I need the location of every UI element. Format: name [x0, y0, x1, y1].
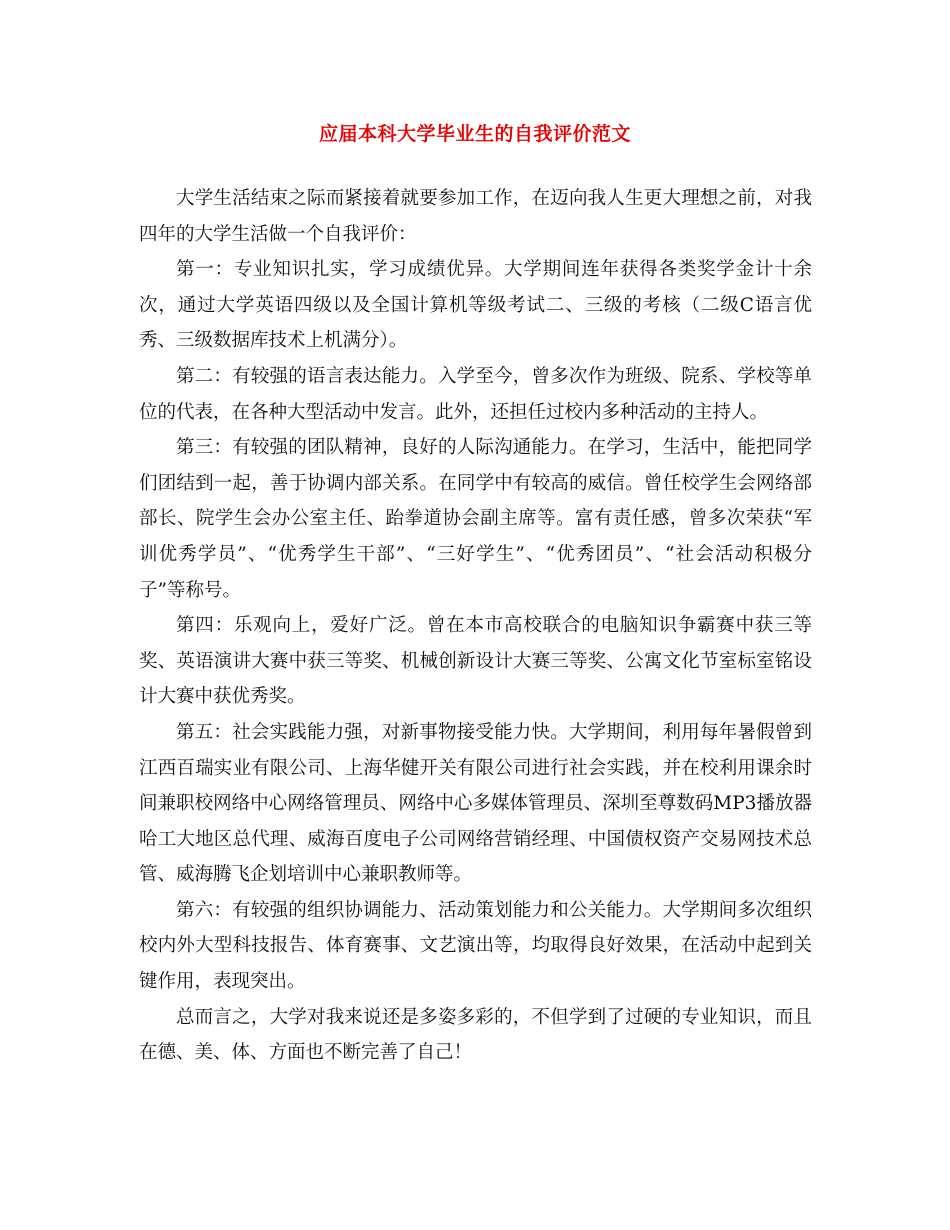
- paragraph-second: 第二：有较强的语言表达能力。入学至今，曾多次作为班级、院系、学校等单位的代表，在各种大型活动中发言。此外，还担任过校内多种活动的主持人。: [139, 365, 812, 423]
- paragraph-intro: 大学生活结束之际而紧接着就要参加工作，在迈向我人生更大理想之前，对我四年的大学生活做一个自我评价：: [139, 188, 812, 245]
- document-body: [139, 181, 812, 1071]
- paragraph-sixth: 第六：有较强的组织协调能力、活动策划能力和公关能力。大学期间多次组织校内外大型科技报告、体育赛事、文艺演出等，均取得良好效果，在活动中起到关键作用，表现突出。: [139, 899, 812, 993]
- paragraph-fourth: 第四：乐观向上，爱好广泛。曾在本市高校联合的电脑知识争霸赛中获三等奖、英语演讲大赛中获三等奖、机械创新设计大赛三等奖、公寓文化节室标室铭设计大赛中获优秀奖。: [139, 615, 812, 708]
- document-title: 应届本科大学毕业生的自我评价范文: [318, 123, 631, 145]
- paragraph-conclusion: 总而言之，大学对我来说还是多姿多彩的，不但学到了过硬的专业知识，而且在德、美、体、方面也不断完善了自己！: [139, 1006, 812, 1064]
- paragraph-first: 第一：专业知识扎实，学习成绩优异。大学期间连年获得各类奖学金计十余次，通过大学英语四级以及全国计算机等级考试二、三级的考核（二级C语言优秀、三级数据库技术上机满分）。: [139, 259, 812, 352]
- paragraph-third: 第三：有较强的团队精神，良好的人际沟通能力。在学习，生活中，能把同学们团结到一起，善于协调内部关系。在同学中有较高的威信。曾任校学生会网络部部长、院学生会办公室主任、跆拳道协会副主席等。富有责任感，曾多次荣获“军训优秀学员”、“优秀学生干部”、“三好学生”、“优秀团员”、“社会活动积极分子”等称号。: [139, 437, 812, 601]
- paragraph-fifth: 第五：社会实践能力强，对新事物接受能力快。大学期间，利用每年暑假曾到江西百瑞实业有限公司、上海华健开关有限公司进行社会实践，并在校利用课余时间兼职校网络中心网络管理员、网络中心多媒体管理员、深圳至尊数码MP3播放器哈工大地区总代理、威海百度电子公司网络营销经理、中国债权资产交易网技术总管、威海腾飞企划培训中心兼职教师等。: [139, 721, 812, 886]
